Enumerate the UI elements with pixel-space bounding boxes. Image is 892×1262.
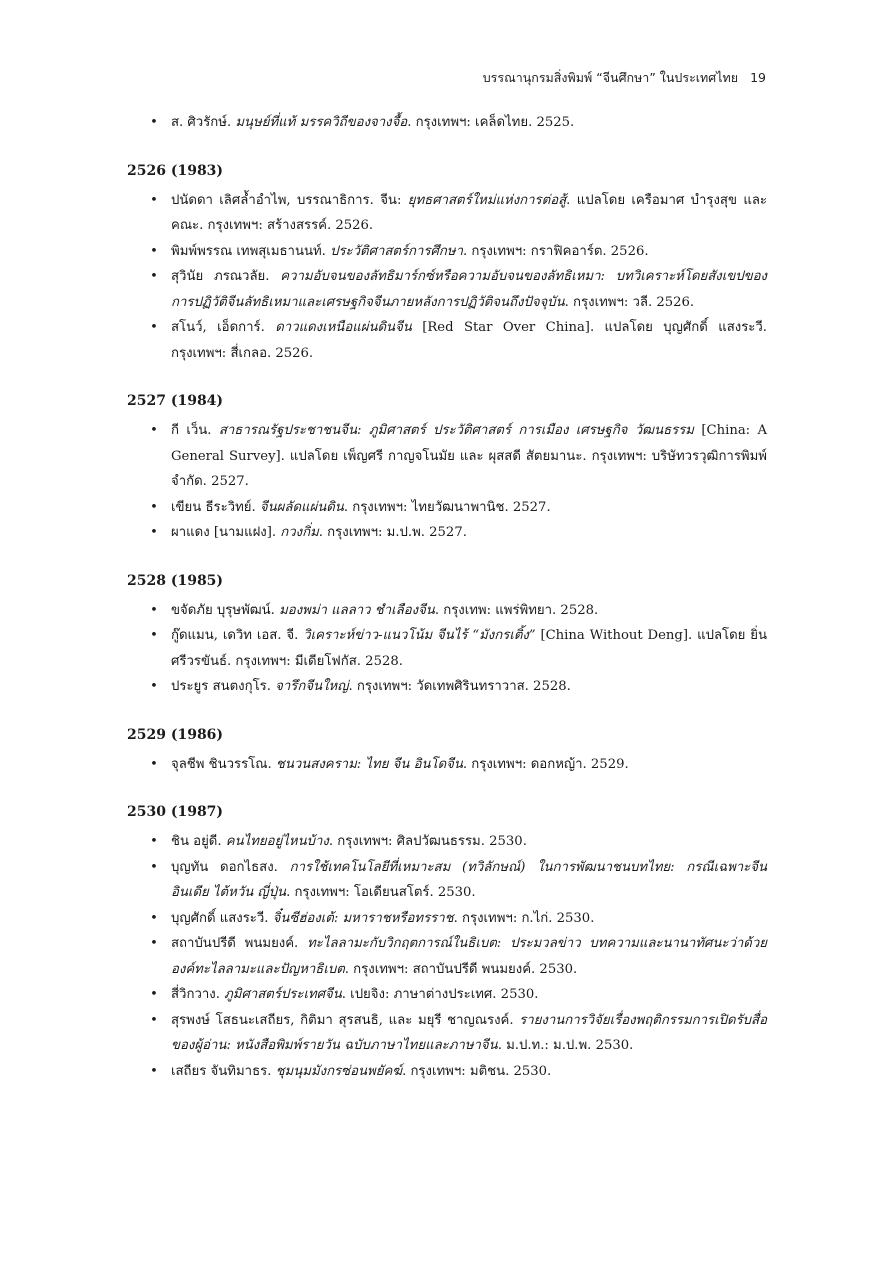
year-section	[127, 722, 767, 778]
entry-author: ส. ศิวรักษ์.	[171, 115, 236, 130]
bibliography-entry	[127, 520, 767, 546]
year-section	[127, 568, 767, 700]
entry-title: ประวัติศาสตร์การศึกษา	[330, 243, 463, 259]
year-section	[127, 388, 767, 546]
entry-publication: [China: A General Survey]. แปลโดย เพ็ญศรี กาญจโนมัย และ ผุสสดี สัตยมานะ. กรุงเทพฯ: บริษัทวรวุฒิการพิมพ์ จำกัด. 2527.	[171, 423, 768, 489]
bullet-icon: •	[150, 1012, 158, 1028]
entry-publication: . กรุงเทพฯ: เคล็ดไทย. 2525.	[407, 115, 575, 130]
entry-list	[127, 829, 767, 1084]
bullet-icon: •	[150, 243, 158, 259]
entry-publication: . กรุงเทพฯ: ม.ป.พ. 2527.	[318, 525, 467, 540]
entry-author: ปนัดดา เลิศล้ำอำไพ, บรรณาธิการ. จีน:	[171, 192, 408, 208]
entry-publication: . กรุงเทพฯ: วลี. 2526.	[564, 294, 695, 310]
bibliography-entry	[127, 264, 767, 315]
entry-title: ชุมนุมมังกรซ่อนพยัคฆ์	[275, 1063, 403, 1079]
entry-list	[127, 752, 767, 778]
header-title: บรรณานุกรมสิ่งพิมพ์ “จีนศึกษา” ในประเทศไทย	[482, 70, 739, 85]
bibliography-entry	[127, 752, 767, 778]
entry-publication: [Red Star Over China]. แปลโดย บุญศักดิ์ แสงระวี. กรุงเทพฯ: สี่เกลอ. 2526.	[171, 320, 767, 361]
entry-list	[127, 418, 767, 546]
entry-title: ดาวแดงเหนือแผ่นดินจีน	[275, 320, 412, 335]
entry-title: กวงกิ่ม	[280, 525, 319, 540]
bibliography-content	[127, 110, 767, 1106]
entry-title: จารึกจีนใหญ่	[275, 679, 349, 694]
entry-title: การใช้เทคโนโลยีที่เหมาะสม (ทวิลักษณ์) ในการพัฒนาชนบทไทย: กรณีเฉพาะจีน อินเดีย ไต้หวัน ญี่ปุ่น	[171, 859, 768, 900]
entry-publication: . ม.ป.ท.: ม.ป.พ. 2530.	[497, 1038, 634, 1053]
entry-list	[127, 188, 767, 367]
bullet-icon: •	[150, 834, 158, 849]
bullet-icon: •	[150, 499, 158, 515]
entry-author: ขจัดภัย บุรุษพัฒน์.	[171, 602, 280, 618]
year-section	[127, 110, 767, 136]
entry-author: บุญศักดิ์ แสงระวี.	[171, 910, 273, 926]
entry-publication: . แปลโดย เครือมาศ บำรุงสุข และคณะ. กรุงเทพฯ: สร้างสรรค์. 2526.	[171, 192, 767, 233]
year-section	[127, 799, 767, 1084]
entry-title: จิ๋นซีฮ่องเต้: มหาราชหรือทรราช	[272, 910, 454, 926]
bullet-icon: •	[150, 628, 158, 643]
bullet-icon: •	[150, 269, 158, 284]
bibliography-entry	[127, 674, 767, 700]
bibliography-entry	[127, 495, 767, 521]
bullet-icon: •	[150, 525, 158, 540]
bullet-icon: •	[150, 115, 158, 130]
entry-author: ผาแดง [นามแฝง].	[171, 525, 281, 540]
bullet-icon: •	[150, 859, 158, 875]
year-heading: 2529 (1986)	[127, 726, 224, 743]
year-heading: 2527 (1984)	[127, 393, 224, 409]
bibliography-entry	[127, 598, 767, 624]
entry-author: สุวินัย ภรณวลัย.	[171, 269, 281, 284]
entry-publication: . กรุงเทพฯ: สถาบันปรีดี พนมยงค์. 2530.	[344, 961, 578, 977]
entry-author: สี่วิกวาง.	[171, 987, 225, 1002]
entry-publication: . กรุงเทพฯ: มติชน. 2530.	[402, 1063, 552, 1079]
year-heading: 2530 (1987)	[127, 804, 224, 820]
bibliography-entry	[127, 829, 767, 855]
entry-author: เสถียร จันทิมาธร.	[171, 1063, 276, 1079]
entry-publication: . กรุงเทพฯ: ก.ไก่. 2530.	[453, 910, 595, 926]
bibliography-entry	[127, 1059, 767, 1085]
bibliography-entry	[127, 1008, 767, 1059]
entry-author: กี เว็น.	[171, 423, 219, 438]
bibliography-entry	[127, 623, 767, 674]
bibliography-entry	[127, 315, 767, 366]
bibliography-entry	[127, 110, 767, 136]
entry-title: รายงานการวิจัยเรื่องพฤติกรรมการเปิดรับสื่อของผู้อ่าน: หนังสือพิมพ์รายวัน ฉบับภาษาไทยและภาษาจีน	[171, 1012, 767, 1053]
bullet-icon: •	[150, 1063, 158, 1079]
entry-author: ประยูร สนตงกุโร.	[171, 679, 276, 694]
entry-title: ภูมิศาสตร์ประเทศจีน	[224, 987, 342, 1002]
entry-author: สุรพงษ์ โสธนะเสถียร, กิติมา สุรสนธิ, และ มยุรี ชาญณรงค์.	[171, 1012, 520, 1028]
entry-publication: . กรุงเทพฯ: โอเดียนสโตร์. 2530.	[286, 885, 476, 900]
bullet-icon: •	[150, 987, 158, 1002]
bullet-icon: •	[150, 679, 158, 694]
running-header	[483, 68, 766, 88]
year-heading: 2526 (1983)	[127, 162, 224, 179]
entry-title: วิเคราะห์ข่าว-แนวโน้ม จีนไร้ “มังกรเติ้ง”	[303, 628, 536, 643]
entry-publication: . กรุงเทพฯ: ศิลปวัฒนธรรม. 2530.	[328, 834, 527, 849]
bibliography-entry	[127, 239, 767, 265]
entry-author: สโนว์, เอ็ดการ์.	[171, 320, 276, 335]
bibliography-entry	[127, 188, 767, 239]
entry-publication: . กรุงเทพฯ: ดอกหญ้า. 2529.	[462, 756, 629, 772]
bibliography-entry	[127, 906, 767, 932]
entry-list	[127, 598, 767, 700]
bullet-icon: •	[150, 320, 158, 335]
entry-publication: . กรุงเทพฯ: ไทยวัฒนาพานิช. 2527.	[343, 499, 551, 515]
entry-author: สถาบันปรีดี พนมยงค์.	[171, 936, 308, 951]
bullet-icon: •	[150, 756, 158, 772]
year-section	[127, 158, 767, 367]
entry-title: มนุษย์ที่แท้ มรรควิถีของจางจื้อ	[235, 115, 408, 130]
entry-author: จุลชีพ ชินวรรโณ.	[171, 756, 276, 772]
bibliography-entry	[127, 418, 767, 495]
entry-publication: . กรุงเทพฯ: กราฟิคอาร์ต. 2526.	[462, 243, 649, 259]
entry-title: จีนผลัดแผ่นดิน	[259, 499, 344, 515]
entry-publication: . เปยจิง: ภาษาต่างประเทศ. 2530.	[341, 987, 539, 1002]
entry-author: ชิน อยู่ดี.	[171, 834, 226, 849]
bibliography-entry	[127, 982, 767, 1008]
entry-title: สาธารณรัฐประชาชนจีน: ภูมิศาสตร์ ประวัติศาสตร์ การเมือง เศรษฐกิจ วัฒนธรรม	[218, 423, 695, 438]
entry-title: ความอับจนของลัทธิมาร์กซ์หรือความอับจนของลัทธิเหมา: บทวิเคราะห์โดยสังเขปของการปฏิวัติจีนลัทธิเหมาและเศรษฐกิจจีนภายหลังการปฏิวัติจนถึงปัจจุบัน	[171, 269, 767, 310]
entry-author: กู๊ดแมน, เดวิท เอส. จี.	[171, 628, 304, 643]
entry-title: คนไทยอยู่ไหนบ้าง	[225, 834, 329, 849]
entry-title: ยุทธศาสตร์ใหม่แห่งการต่อสู้	[407, 192, 567, 208]
entry-publication: [China Without Deng]. แปลโดย ยิ่น ศรีวรขันธ์. กรุงเทพฯ: มีเดียโฟกัส. 2528.	[171, 628, 768, 669]
bullet-icon: •	[150, 602, 158, 618]
bullet-icon: •	[150, 910, 158, 926]
entry-author: บุญทัน ดอกไธสง.	[171, 859, 290, 875]
page-number: 19	[750, 70, 766, 85]
bullet-icon: •	[150, 423, 158, 438]
bullet-icon: •	[150, 192, 158, 208]
entry-list	[127, 110, 767, 136]
entry-title: มองพม่า แลลาว ชำเลืองจีน	[279, 602, 435, 618]
entry-author: เขียน ธีระวิทย์.	[171, 499, 260, 515]
entry-title: ชนวนสงคราม: ไทย จีน อินโดจีน	[275, 756, 463, 772]
bullet-icon: •	[150, 936, 158, 951]
entry-publication: . กรุงเทพ: แพร่พิทยา. 2528.	[434, 602, 599, 618]
entry-author: พิมพ์พรรณ เทพสุเมธานนท์.	[171, 243, 331, 259]
bibliography-entry	[127, 855, 767, 906]
entry-publication: . กรุงเทพฯ: วัดเทพศิรินทราวาส. 2528.	[348, 679, 571, 694]
year-heading: 2528 (1985)	[127, 572, 224, 589]
bibliography-entry	[127, 931, 767, 982]
entry-title: ทะไลลามะกับวิกฤตการณ์ในธิเบต: ประมวลข่าว บทความและนานาทัศนะว่าด้วยองค์ทะไลลามะและปัญหาธิเบต	[171, 936, 767, 977]
